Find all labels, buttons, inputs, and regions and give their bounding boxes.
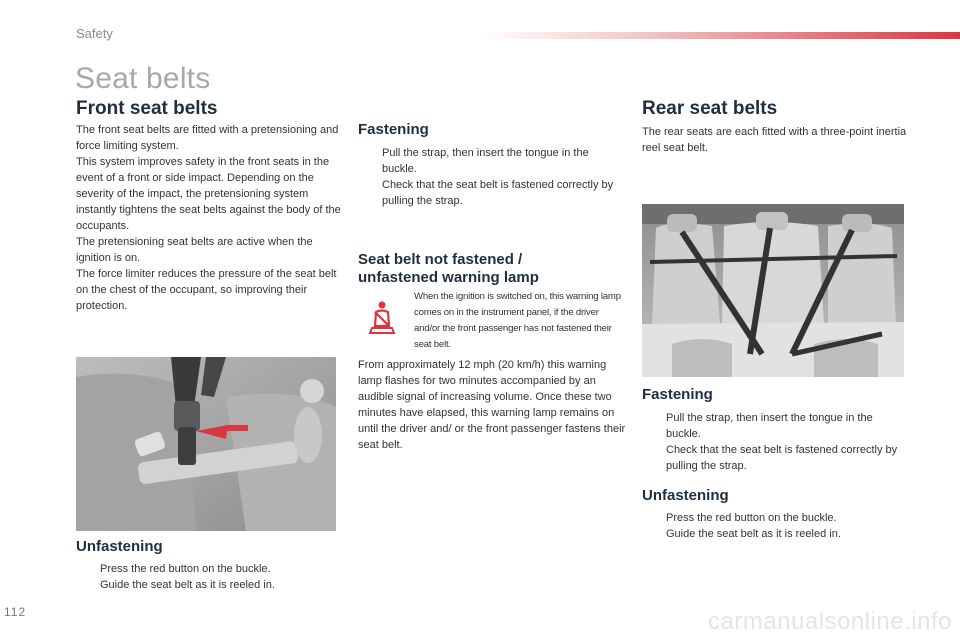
list-item: Pull the strap, then insert the tongue in the buckle. bbox=[382, 147, 589, 175]
warning-lamp-text: When the ignition is switched on, this warning lamp comes on in the instrument panel, if the driver and/or the front passenger has not fastened their seat belt. bbox=[414, 291, 621, 350]
fastening-rear-heading: Fastening bbox=[642, 386, 713, 403]
section-label: Safety bbox=[76, 26, 113, 41]
unfastening-rear-heading: Unfastening bbox=[642, 487, 729, 504]
unfastening-rear-list bbox=[642, 510, 907, 542]
list-item: Check that the seat belt is fastened correctly by pulling the strap. bbox=[382, 179, 614, 207]
page-number: 112 bbox=[4, 605, 27, 619]
seatbelt-warning-lamp-icon bbox=[366, 300, 398, 336]
list-item: Press the red button on the buckle. bbox=[100, 563, 271, 575]
warning-lamp-heading: Seat belt not fastened / unfastened warning lamp bbox=[358, 251, 539, 286]
list-item: Guide the seat belt as it is reeled in. bbox=[100, 579, 275, 591]
front-paragraph: The pretensioning seat belts are active when the ignition is on. bbox=[76, 236, 313, 264]
front-paragraph: The front seat belts are fitted with a pretensioning and force limiting system. bbox=[76, 124, 339, 152]
fastening-rear-list bbox=[642, 410, 907, 474]
list-item: Pull the strap, then insert the tongue in the buckle. bbox=[666, 412, 873, 440]
fastening-front-list bbox=[358, 145, 623, 209]
list-item: Guide the seat belt as it is reeled in. bbox=[666, 528, 841, 540]
rear-seat-belts-text: The rear seats are each fitted with a three-point inertia reel seat belt. bbox=[642, 126, 907, 154]
rear-seats-illustration bbox=[642, 204, 904, 377]
watermark: carmanualsonline.info bbox=[708, 608, 952, 635]
page-title: Seat belts bbox=[75, 62, 211, 95]
unfastening-front-list bbox=[76, 561, 346, 593]
front-buckle-figure bbox=[76, 357, 336, 531]
front-buckle-illustration bbox=[76, 357, 336, 531]
rear-seat-belts-heading: Rear seat belts bbox=[642, 98, 778, 119]
unfastening-front-heading: Unfastening bbox=[76, 538, 163, 555]
front-paragraph: The force limiter reduces the pressure of the seat belt on the chest of the occupant, so improving their protection. bbox=[76, 268, 337, 312]
fastening-front-heading: Fastening bbox=[358, 121, 429, 138]
list-item: Press the red button on the buckle. bbox=[666, 512, 837, 524]
rear-seats-figure bbox=[642, 204, 904, 377]
front-seat-belts-text bbox=[76, 122, 341, 314]
warning-paragraph: From approximately 12 mph (20 km/h) this warning lamp flashes for two minutes accompanied by an audible signal of increasing volume. Once these two minutes have elapsed, this warning lamp remains on until the driver and/ or the front passenger fastens their seat belt. bbox=[358, 359, 626, 451]
header-accent-bar bbox=[480, 32, 960, 39]
front-paragraph: This system improves safety in the front seats in the event of a front or side impact. Depending on the severity of the impact, the pretensioning system instantly tightens the seat belts against the body of the occupants. bbox=[76, 156, 341, 232]
list-item: Check that the seat belt is fastened correctly by pulling the strap. bbox=[666, 444, 898, 472]
front-seat-belts-heading: Front seat belts bbox=[76, 98, 218, 119]
